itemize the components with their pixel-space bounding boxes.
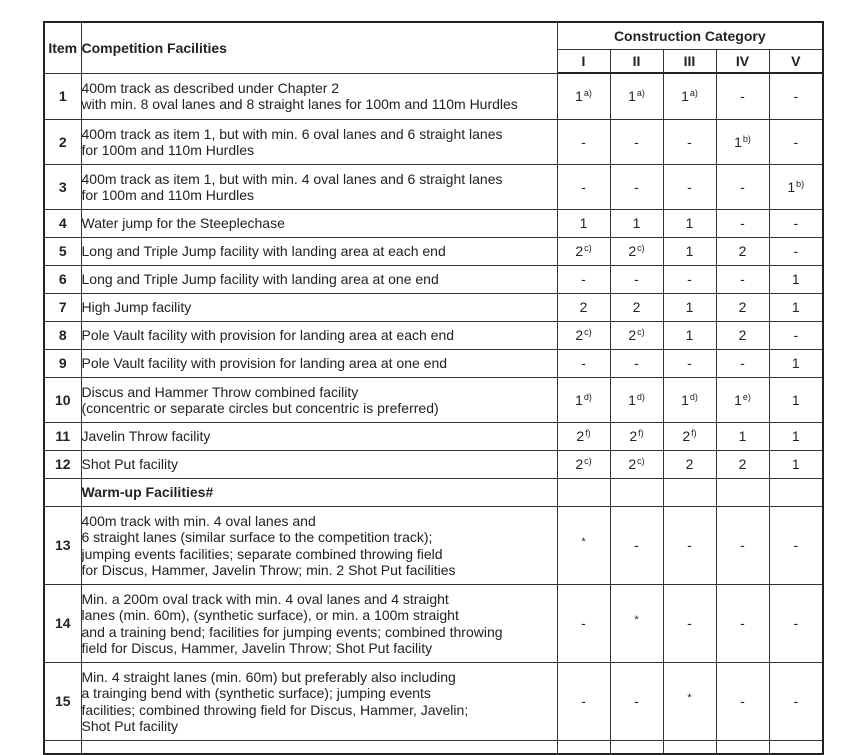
facility-description xyxy=(81,165,557,210)
value-text: - xyxy=(793,327,799,344)
footnote-marker: c) xyxy=(637,456,645,467)
category-i-value xyxy=(557,585,610,663)
facility-description xyxy=(81,73,557,120)
facilities-table xyxy=(43,21,824,755)
value-text: - xyxy=(740,355,745,372)
item-number: 1 xyxy=(44,73,81,120)
category-iii-value xyxy=(663,294,716,322)
value-text: - xyxy=(793,133,799,150)
item-number: 9 xyxy=(44,350,81,378)
empty-category-cell xyxy=(663,479,716,507)
category-iii-value xyxy=(663,585,716,663)
item-number: 4 xyxy=(44,210,81,238)
category-ii-value xyxy=(610,73,663,120)
value-text: * xyxy=(634,614,639,627)
category-ii-value xyxy=(610,294,663,322)
item-number: 12 xyxy=(44,451,81,479)
value-text: - xyxy=(793,243,799,260)
value-text: - xyxy=(793,615,799,632)
value-text: 2 xyxy=(575,243,584,260)
item-number: 5 xyxy=(44,238,81,266)
facility-description xyxy=(81,210,557,238)
value-text: - xyxy=(740,537,745,554)
value-text: - xyxy=(687,537,692,554)
description-line: Long and Triple Jump facility with landing area at one end xyxy=(81,271,439,288)
value-text: 1 xyxy=(734,391,742,408)
category-i-value xyxy=(557,350,610,378)
table-row xyxy=(44,423,823,451)
empty-category-cell xyxy=(610,479,663,507)
category-iii-value xyxy=(663,451,716,479)
value-text: * xyxy=(581,536,586,549)
category-iv-value xyxy=(716,451,769,479)
value-text: 2 xyxy=(685,456,694,473)
facility-description xyxy=(81,294,557,322)
warmup-section-heading: Warm-up Facilities# xyxy=(81,479,557,507)
description-line: facilities; combined throwing field for Discus, Hammer, Javelin; xyxy=(81,701,469,718)
value-text: 1 xyxy=(734,133,742,150)
value-text: 2 xyxy=(575,456,584,473)
description-line: Discus and Hammer Throw combined facility xyxy=(81,383,359,400)
category-iv-value xyxy=(716,585,769,663)
value-text: 1 xyxy=(791,299,800,316)
facility-description xyxy=(81,238,557,266)
category-v-value xyxy=(769,507,823,585)
value-text: 2 xyxy=(738,243,747,260)
empty-item-cell xyxy=(44,479,81,507)
value-text: - xyxy=(687,615,692,632)
description-line: Long and Triple Jump facility with landing area at each end xyxy=(81,243,446,260)
category-iii-value xyxy=(663,266,716,294)
category-ii-value xyxy=(610,165,663,210)
table-row xyxy=(44,238,823,266)
description-line: 400m track as item 1, but with min. 6 oval lanes and 6 straight lanes xyxy=(81,125,503,142)
value-text: 2 xyxy=(682,428,691,445)
value-text: 1 xyxy=(791,456,800,473)
category-v-value xyxy=(769,451,823,479)
value-text: 1 xyxy=(681,88,689,105)
value-text: 1 xyxy=(681,391,689,408)
category-iv-value xyxy=(716,238,769,266)
value-text: - xyxy=(581,178,586,195)
empty-cell xyxy=(663,741,716,755)
value-text: - xyxy=(687,178,692,195)
category-iii-value xyxy=(663,165,716,210)
category-ii-value xyxy=(610,238,663,266)
category-ii-value xyxy=(610,507,663,585)
value-text: 2 xyxy=(629,428,638,445)
footnote-marker: f) xyxy=(638,428,644,439)
category-i-value xyxy=(557,266,610,294)
value-text: - xyxy=(634,271,639,288)
category-i-value xyxy=(557,507,610,585)
category-iii-value xyxy=(663,378,716,423)
value-text: - xyxy=(687,271,692,288)
category-iii-value xyxy=(663,210,716,238)
category-v-value xyxy=(769,378,823,423)
value-text: 1 xyxy=(791,355,800,372)
category-iv-value xyxy=(716,73,769,120)
item-number: 11 xyxy=(44,423,81,451)
value-text: - xyxy=(634,693,639,710)
category-iii-value xyxy=(663,423,716,451)
header-category-i: I xyxy=(557,50,610,74)
value-text: 1 xyxy=(787,178,796,195)
header-item: Item xyxy=(44,22,81,73)
category-ii-value xyxy=(610,378,663,423)
value-text: - xyxy=(740,215,745,232)
table-row xyxy=(44,210,823,238)
item-number: 13 xyxy=(44,507,81,585)
value-text: 2 xyxy=(628,243,637,260)
category-i-value xyxy=(557,73,610,120)
header-competition-facilities: Competition Facilities xyxy=(81,22,557,73)
facility-description xyxy=(81,378,557,423)
facility-description xyxy=(81,585,557,663)
section-row-warmup xyxy=(44,479,823,507)
footnote-marker: b) xyxy=(796,178,805,189)
description-line: field for Discus, Hammer, Javelin Throw; Shot Put facility xyxy=(81,640,433,656)
facility-description xyxy=(81,266,557,294)
category-iv-value xyxy=(716,663,769,741)
value-text: 2 xyxy=(628,327,637,344)
description-line: 6 straight lanes (similar surface to the competition track); xyxy=(81,529,433,545)
item-number: 7 xyxy=(44,294,81,322)
empty-category-cell xyxy=(716,479,769,507)
category-i-value xyxy=(557,120,610,165)
value-text: 2 xyxy=(579,299,588,316)
category-iii-value xyxy=(663,350,716,378)
footnote-marker: c) xyxy=(584,327,592,338)
category-iv-value xyxy=(716,210,769,238)
facility-description xyxy=(81,451,557,479)
value-text: - xyxy=(740,615,745,632)
category-iii-value xyxy=(663,322,716,350)
footnote-marker: c) xyxy=(637,327,645,338)
value-text: - xyxy=(740,693,745,710)
value-text: 2 xyxy=(576,428,585,445)
item-number: 3 xyxy=(44,165,81,210)
value-text: 1 xyxy=(685,299,694,316)
description-line: 400m track with min. 4 oval lanes and xyxy=(81,512,316,529)
category-iv-value xyxy=(716,266,769,294)
value-text: 2 xyxy=(632,299,641,316)
category-iii-value xyxy=(663,120,716,165)
value-text: 1 xyxy=(791,391,800,408)
category-ii-value xyxy=(610,120,663,165)
value-text: 1 xyxy=(632,215,641,232)
value-text: 2 xyxy=(738,299,747,316)
value-text: - xyxy=(581,271,586,288)
category-v-value xyxy=(769,350,823,378)
value-text: 1 xyxy=(628,391,636,408)
header-category-v: V xyxy=(769,50,823,74)
facility-description xyxy=(81,423,557,451)
footnote-marker: f) xyxy=(585,428,591,439)
category-ii-value xyxy=(610,423,663,451)
description-line: Water jump for the Steeplechase xyxy=(81,215,285,232)
description-line: Min. a 200m oval track with min. 4 oval lanes and 4 straight xyxy=(81,590,449,607)
description-line: lanes (min. 60m), (synthetic surface), or min. a 100m straight xyxy=(81,607,459,623)
value-text: - xyxy=(687,355,692,372)
value-text: 2 xyxy=(575,327,584,344)
footnote-marker: a) xyxy=(583,88,592,99)
table-row xyxy=(44,507,823,585)
category-v-value xyxy=(769,322,823,350)
description-line: Javelin Throw facility xyxy=(81,428,211,445)
empty-cell xyxy=(81,741,557,755)
category-i-value xyxy=(557,378,610,423)
category-iv-value xyxy=(716,322,769,350)
category-iv-value xyxy=(716,350,769,378)
value-text: 1 xyxy=(575,88,583,105)
category-ii-value xyxy=(610,350,663,378)
category-iii-value xyxy=(663,73,716,120)
value-text: 1 xyxy=(579,215,588,232)
table-row xyxy=(44,378,823,423)
description-line: for 100m and 110m Hurdles xyxy=(81,142,254,158)
category-v-value xyxy=(769,423,823,451)
empty-cell xyxy=(716,741,769,755)
empty-cell xyxy=(610,741,663,755)
item-number: 8 xyxy=(44,322,81,350)
description-line: Pole Vault facility with provision for landing area at one end xyxy=(81,355,448,372)
category-i-value xyxy=(557,210,610,238)
description-line: with min. 8 oval lanes and 8 straight lanes for 100m and 110m Hurdles xyxy=(81,96,518,113)
item-number: 2 xyxy=(44,120,81,165)
category-i-value xyxy=(557,663,610,741)
value-text: - xyxy=(793,693,799,710)
footnote-marker: f) xyxy=(691,428,697,439)
category-v-value xyxy=(769,585,823,663)
item-number: 10 xyxy=(44,378,81,423)
category-v-value xyxy=(769,165,823,210)
table-row xyxy=(44,322,823,350)
category-v-value xyxy=(769,266,823,294)
empty-cell xyxy=(769,741,823,755)
empty-category-cell xyxy=(769,479,823,507)
category-iii-value xyxy=(663,507,716,585)
description-line: for 100m and 110m Hurdles xyxy=(81,187,254,203)
value-text: - xyxy=(793,215,799,232)
value-text: 1 xyxy=(791,271,800,288)
facility-description xyxy=(81,663,557,741)
table-row xyxy=(44,585,823,663)
description-line: jumping events facilities; separate combined throwing field xyxy=(81,545,443,562)
category-ii-value xyxy=(610,266,663,294)
value-text: 2 xyxy=(738,327,747,344)
category-v-value xyxy=(769,294,823,322)
category-ii-value xyxy=(610,322,663,350)
header-category-iv: IV xyxy=(716,50,769,74)
footnote-marker: d) xyxy=(583,391,592,402)
value-text: * xyxy=(687,692,692,705)
category-iii-value xyxy=(663,663,716,741)
item-number: 15 xyxy=(44,663,81,741)
value-text: 1 xyxy=(738,428,747,445)
value-text: 2 xyxy=(628,456,637,473)
category-v-value xyxy=(769,238,823,266)
category-ii-value xyxy=(610,210,663,238)
category-iv-value xyxy=(716,294,769,322)
value-text: 1 xyxy=(685,327,694,344)
category-v-value xyxy=(769,663,823,741)
value-text: 1 xyxy=(791,428,800,445)
facility-description xyxy=(81,322,557,350)
description-line: Shot Put facility xyxy=(81,718,178,734)
category-v-value xyxy=(769,73,823,120)
value-text: - xyxy=(740,271,745,288)
category-i-value xyxy=(557,423,610,451)
value-text: 1 xyxy=(685,215,694,232)
value-text: - xyxy=(634,537,639,554)
table-row xyxy=(44,294,823,322)
empty-category-cell xyxy=(557,479,610,507)
value-text: - xyxy=(581,693,586,710)
footnote-marker: e) xyxy=(742,391,751,402)
description-line: Min. 4 straight lanes (min. 60m) but preferably also including xyxy=(81,668,456,685)
table-row xyxy=(44,451,823,479)
footnote-marker: a) xyxy=(689,88,698,99)
facility-description xyxy=(81,120,557,165)
value-text: - xyxy=(687,133,692,150)
category-i-value xyxy=(557,165,610,210)
category-i-value xyxy=(557,238,610,266)
value-text: 1 xyxy=(685,243,694,260)
footnote-marker: b) xyxy=(742,133,751,144)
value-text: - xyxy=(634,133,639,150)
category-i-value xyxy=(557,322,610,350)
value-text: - xyxy=(581,355,586,372)
description-line: 400m track as item 1, but with min. 4 oval lanes and 6 straight lanes xyxy=(81,170,503,187)
category-ii-value xyxy=(610,585,663,663)
category-iv-value xyxy=(716,120,769,165)
category-iv-value xyxy=(716,507,769,585)
value-text: - xyxy=(581,133,586,150)
empty-cell xyxy=(44,741,81,755)
table-row xyxy=(44,73,823,120)
value-text: 1 xyxy=(575,391,583,408)
facility-description xyxy=(81,507,557,585)
header-category-iii: III xyxy=(663,50,716,74)
description-line: for Discus, Hammer, Javelin Throw; min. 2 Shot Put facilities xyxy=(81,562,456,578)
category-ii-value xyxy=(610,663,663,741)
footnote-marker: c) xyxy=(584,243,592,254)
header-construction-category: Construction Category xyxy=(557,22,823,50)
category-ii-value xyxy=(610,451,663,479)
footnote-marker: d) xyxy=(689,391,698,402)
item-number: 14 xyxy=(44,585,81,663)
category-iii-value xyxy=(663,238,716,266)
category-v-value xyxy=(769,210,823,238)
value-text: 1 xyxy=(628,88,636,105)
value-text: - xyxy=(581,615,586,632)
table-row xyxy=(44,663,823,741)
category-i-value xyxy=(557,451,610,479)
value-text: - xyxy=(793,88,799,105)
value-text: - xyxy=(740,88,745,105)
footnote-marker: c) xyxy=(637,243,645,254)
description-line: and a training bend; facilities for jumping events; combined throwing xyxy=(81,623,503,640)
footnote-marker: a) xyxy=(636,88,645,99)
table-row xyxy=(44,165,823,210)
category-iv-value xyxy=(716,165,769,210)
table-body xyxy=(44,73,823,754)
description-line: a trainging bend with (synthetic surface); jumping events xyxy=(81,685,431,701)
category-iv-value xyxy=(716,378,769,423)
facility-description xyxy=(81,350,557,378)
value-text: - xyxy=(634,355,639,372)
value-text: - xyxy=(740,178,745,195)
description-line: 400m track as described under Chapter 2 xyxy=(81,79,340,96)
description-line: Pole Vault facility with provision for landing area at each end xyxy=(81,327,455,344)
header-category-ii: II xyxy=(610,50,663,74)
footnote-marker: d) xyxy=(636,391,645,402)
description-line: High Jump facility xyxy=(81,299,192,316)
footnote-marker: c) xyxy=(584,456,592,467)
value-text: - xyxy=(634,178,639,195)
category-i-value xyxy=(557,294,610,322)
description-line: Shot Put facility xyxy=(81,456,178,473)
category-iv-value xyxy=(716,423,769,451)
table-row xyxy=(44,266,823,294)
empty-cell xyxy=(557,741,610,755)
table-row xyxy=(44,350,823,378)
item-number: 6 xyxy=(44,266,81,294)
value-text: - xyxy=(793,537,799,554)
value-text: 2 xyxy=(738,456,747,473)
description-line: (concentric or separate circles but concentric is preferred) xyxy=(81,400,439,416)
table-row-partial xyxy=(44,741,823,755)
category-v-value xyxy=(769,120,823,165)
table-row xyxy=(44,120,823,165)
